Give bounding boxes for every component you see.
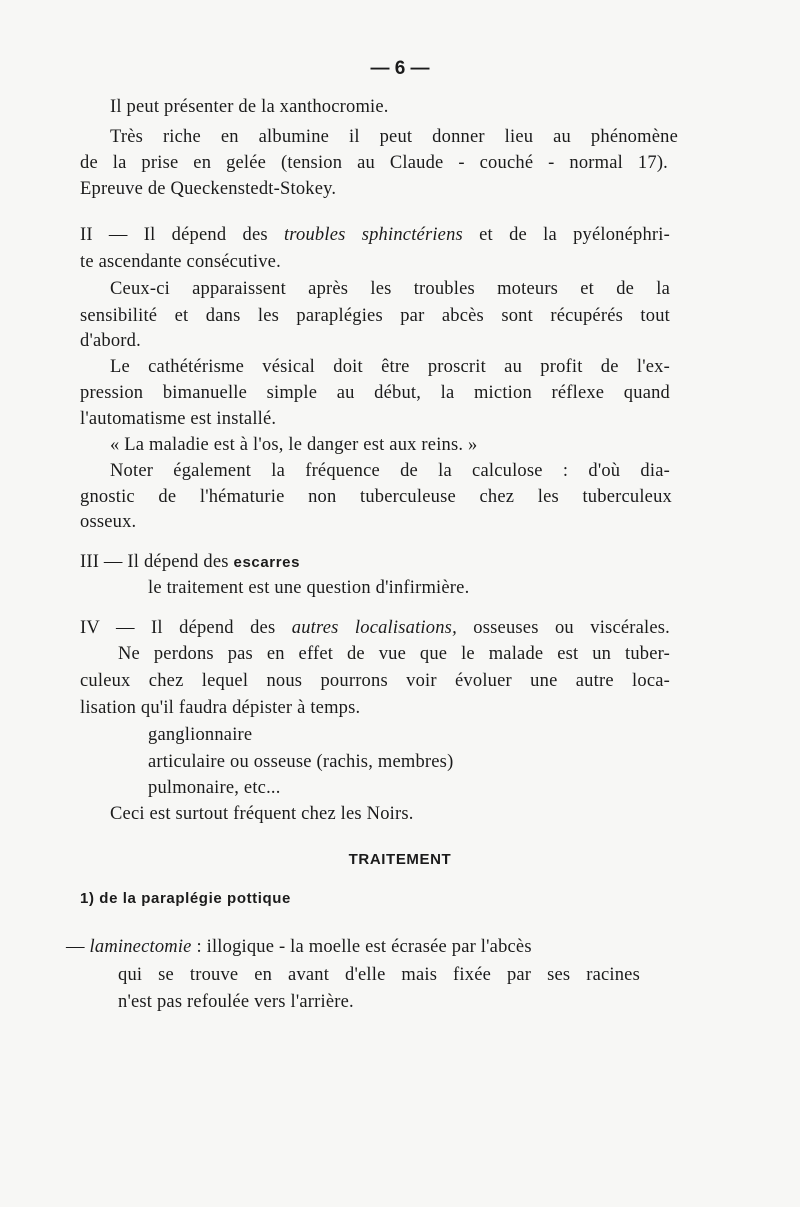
paragraph-line: Il peut présenter de la xanthocromie.: [110, 97, 389, 117]
bold-term: escarres: [233, 554, 301, 571]
list-item: ganglionnaire: [148, 725, 253, 745]
paragraph-line: Le cathétérisme vésical doit être proscrit au profit de l'ex-: [110, 357, 670, 377]
paragraph-line: lisation qu'il faudra dépister à temps.: [80, 698, 361, 718]
paragraph-line: Ceci est surtout fréquent chez les Noirs.: [110, 804, 414, 824]
section-heading: TRAITEMENT: [348, 851, 452, 868]
paragraph-line: Epreuve de Queckenstedt-Stokey.: [80, 179, 337, 199]
paragraph-line: l'automatisme est installé.: [80, 409, 277, 429]
paragraph-line: osseux.: [80, 512, 137, 532]
section-text: : illogique - la moelle est écrasée par l'abcès: [196, 937, 532, 957]
paragraph-line: le traitement est une question d'infirmière.: [148, 578, 470, 598]
paragraph-line: Très riche en albumine il peut donner lieu au phénomène: [110, 127, 678, 147]
list-item: pulmonaire, etc...: [148, 778, 281, 798]
subsection-heading: 1) de la paraplégie pottique: [80, 890, 292, 907]
emphasis-text: laminectomie: [89, 937, 192, 957]
paragraph-line: d'abord.: [80, 331, 141, 351]
emphasis-text: troubles sphinctériens: [283, 225, 463, 245]
paragraph-line: Ne perdons pas en effet de vue que le malade est un tuber-: [118, 644, 670, 664]
dash: —: [66, 937, 85, 957]
paragraph-line: Ceux-ci apparaissent après les troubles moteurs et de la: [110, 279, 670, 299]
section-number: II — Il dépend des: [80, 225, 268, 245]
paragraph-line: qui se trouve en avant d'elle mais fixée par ses racines: [118, 965, 640, 985]
paragraph-line: n'est pas refoulée vers l'arrière.: [118, 992, 354, 1012]
paragraph-line: pression bimanuelle simple au début, la miction réflexe quand: [80, 383, 670, 403]
section-iii-line: [80, 552, 300, 573]
paragraph-line: de la prise en gelée (tension au Claude - couché - normal 17).: [80, 153, 668, 173]
paragraph-line: sensibilité et dans les paraplégies par abcès sont récupérés tout: [80, 306, 670, 326]
list-item: articulaire ou osseuse (rachis, membres): [148, 752, 454, 772]
section-text: osseuses ou viscérales.: [473, 618, 671, 638]
section-text: et de la pyélonéphri-: [479, 225, 670, 245]
section-number: III — Il dépend des: [80, 552, 229, 572]
section-ii-line: [80, 225, 670, 246]
emphasis-text: autres localisations,: [291, 618, 457, 638]
laminectomie-line: [66, 937, 532, 958]
section-iv-line: [80, 618, 670, 639]
paragraph-line: culeux chez lequel nous pourrons voir évoluer une autre loca-: [80, 671, 670, 691]
section-number: IV — Il dépend des: [80, 618, 276, 638]
quotation-line: « La maladie est à l'os, le danger est aux reins. »: [110, 435, 478, 455]
paragraph-line: Noter également la fréquence de la calculose : d'où dia-: [110, 461, 670, 481]
paragraph-line: te ascendante consécutive.: [80, 252, 281, 272]
page-folio: — 6 —: [370, 58, 430, 79]
paragraph-line: gnostic de l'hématurie non tuberculeuse chez les tuberculeux: [80, 487, 672, 507]
